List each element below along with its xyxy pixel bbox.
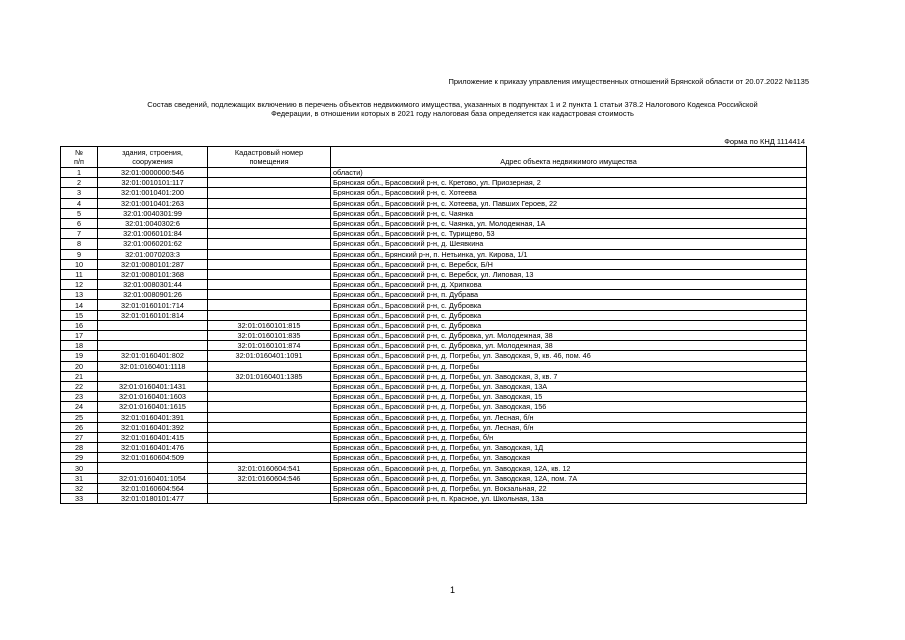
building-cadastral-cell: 32:01:0060201:62 (98, 239, 208, 249)
table-row (61, 463, 807, 473)
row-number-cell: 8 (61, 239, 98, 249)
document-intro (60, 100, 845, 118)
row-number-cell: 21 (61, 371, 98, 381)
document-header-title: Приложение к приказу управления имущественных отношений Брянской области от 20.07.2022 №1135 (448, 77, 809, 86)
room-cadastral-cell (208, 422, 331, 432)
table-row (61, 208, 807, 218)
building-cadastral-cell: 32:01:0080101:287 (98, 259, 208, 269)
address-cell: Брянская обл., Брасовский р-н, с. Хотеева (331, 188, 807, 198)
row-number-cell: 6 (61, 218, 98, 228)
row-number-cell: 22 (61, 381, 98, 391)
address-cell: Брянская обл., Брасовский р-н, д. Погребы, ул. Заводская, 13А (331, 381, 807, 391)
table-row (61, 361, 807, 371)
address-cell: Брянская обл., Брасовский р-н, д. Погребы, ул. Заводская, 1Д (331, 443, 807, 453)
building-cadastral-cell: 32:01:0160101:814 (98, 310, 208, 320)
room-cadastral-cell (208, 402, 331, 412)
address-cell: Брянская обл., Брасовский р-н, с. Дубровка (331, 320, 807, 330)
row-number-cell: 10 (61, 259, 98, 269)
row-number-cell: 7 (61, 229, 98, 239)
address-cell: Брянская обл., Брасовский р-н, д. Погребы, б/н (331, 432, 807, 442)
address-cell: Брянская обл., Брасовский р-н, д. Погребы, ул. Заводская, 12А, кв. 12 (331, 463, 807, 473)
row-number-cell: 9 (61, 249, 98, 259)
table-row (61, 402, 807, 412)
address-cell: Брянская обл., Брасовский р-н, д. Погребы, ул. Заводская, 3, кв. 7 (331, 371, 807, 381)
address-cell: Брянская обл., Брасовский р-н, д. Погребы, ул. Лесная, б/н (331, 412, 807, 422)
row-number-cell: 14 (61, 300, 98, 310)
room-cadastral-cell: 32:01:0160401:1091 (208, 351, 331, 361)
header-address: Адрес объекта недвижимого имущества (331, 147, 807, 168)
table-row (61, 483, 807, 493)
address-cell: Брянская обл., Брасовский р-н, с. Хотеева, ул. Павших Героев, 22 (331, 198, 807, 208)
address-cell: Брянская обл., Брасовский р-н, д. Погребы, ул. Заводская, 12А, пом. 7А (331, 473, 807, 483)
table-row (61, 280, 807, 290)
table-row (61, 494, 807, 504)
room-cadastral-cell (208, 188, 331, 198)
row-number-cell: 24 (61, 402, 98, 412)
room-cadastral-cell: 32:01:0160604:546 (208, 473, 331, 483)
row-number-cell: 16 (61, 320, 98, 330)
table-row (61, 392, 807, 402)
row-number-cell: 29 (61, 453, 98, 463)
building-cadastral-cell: 32:01:0160401:415 (98, 432, 208, 442)
address-cell: Брянская обл., Брасовский р-н, д. Погребы, ул. Заводская, 156 (331, 402, 807, 412)
row-number-cell: 3 (61, 188, 98, 198)
address-cell: области) (331, 168, 807, 178)
room-cadastral-cell (208, 239, 331, 249)
room-cadastral-cell: 32:01:0160101:874 (208, 341, 331, 351)
header-num-line-2: п/п (74, 157, 84, 166)
address-cell: Брянская обл., Брасовский р-н, с. Дубровка (331, 300, 807, 310)
table-row (61, 371, 807, 381)
room-cadastral-cell: 32:01:0160401:1385 (208, 371, 331, 381)
address-cell: Брянская обл., Брасовский р-н, п. Красное, ул. Школьная, 13а (331, 494, 807, 504)
table-row (61, 443, 807, 453)
row-number-cell: 20 (61, 361, 98, 371)
room-cadastral-cell (208, 249, 331, 259)
building-cadastral-cell: 32:01:0040301:99 (98, 208, 208, 218)
row-number-cell: 15 (61, 310, 98, 320)
address-cell: Брянская обл., Брасовский р-н, п. Дубрава (331, 290, 807, 300)
table-row (61, 422, 807, 432)
building-cadastral-cell: 32:01:0060101:84 (98, 229, 208, 239)
address-cell: Брянская обл., Брасовский р-н, д. Погребы (331, 361, 807, 371)
address-cell: Брянская обл., Брасовский р-н, д. Погребы, ул. Вокзальная, 22 (331, 483, 807, 493)
building-cadastral-cell: 32:01:0010401:200 (98, 188, 208, 198)
row-number-cell: 18 (61, 341, 98, 351)
room-cadastral-cell: 32:01:0160604:541 (208, 463, 331, 473)
table-row (61, 432, 807, 442)
table-row (61, 188, 807, 198)
table-row (61, 453, 807, 463)
room-cadastral-cell (208, 310, 331, 320)
room-cadastral-cell (208, 494, 331, 504)
address-cell: Брянская обл., Брасовский р-н, с. Кретово, ул. Приозерная, 2 (331, 178, 807, 188)
intro-line-2: Федерации, в отношении которых в 2021 году налоговая база определяется как кадастровая стоимость (271, 109, 634, 118)
address-cell: Брянская обл., Брянский р-н, п. Нетьинка, ул. Кирова, 1/1 (331, 249, 807, 259)
header-num (61, 147, 98, 168)
header-room (208, 147, 331, 168)
table-row (61, 239, 807, 249)
room-cadastral-cell (208, 280, 331, 290)
address-cell: Брянская обл., Брасовский р-н, с. Турищево, 53 (331, 229, 807, 239)
building-cadastral-cell: 32:01:0080101:368 (98, 269, 208, 279)
building-cadastral-cell: 32:01:0160604:564 (98, 483, 208, 493)
building-cadastral-cell: 32:01:0070203:3 (98, 249, 208, 259)
room-cadastral-cell (208, 300, 331, 310)
table-row (61, 341, 807, 351)
room-cadastral-cell (208, 361, 331, 371)
row-number-cell: 23 (61, 392, 98, 402)
room-cadastral-cell: 32:01:0160101:815 (208, 320, 331, 330)
table-row (61, 269, 807, 279)
row-number-cell: 19 (61, 351, 98, 361)
building-cadastral-cell (98, 463, 208, 473)
building-cadastral-cell: 32:01:0180101:477 (98, 494, 208, 504)
room-cadastral-cell (208, 198, 331, 208)
address-cell: Брянская обл., Брасовский р-н, д. Погребы, ул. Заводская (331, 453, 807, 463)
room-cadastral-cell (208, 208, 331, 218)
row-number-cell: 1 (61, 168, 98, 178)
row-number-cell: 26 (61, 422, 98, 432)
row-number-cell: 11 (61, 269, 98, 279)
room-cadastral-cell (208, 178, 331, 188)
row-number-cell: 13 (61, 290, 98, 300)
building-cadastral-cell (98, 371, 208, 381)
address-cell: Брянская обл., Брасовский р-н, с. Веребск, Б/Н (331, 259, 807, 269)
row-number-cell: 30 (61, 463, 98, 473)
address-cell: Брянская обл., Брасовский р-н, с. Дубровка, ул. Молодежная, 38 (331, 341, 807, 351)
address-cell: Брянская обл., Брасовский р-н, с. Веребск, ул. Липовая, 13 (331, 269, 807, 279)
row-number-cell: 28 (61, 443, 98, 453)
row-number-cell: 31 (61, 473, 98, 483)
room-cadastral-cell (208, 483, 331, 493)
room-cadastral-cell (208, 218, 331, 228)
table-header-row (61, 147, 807, 168)
table-row (61, 229, 807, 239)
table-row (61, 198, 807, 208)
row-number-cell: 2 (61, 178, 98, 188)
header-building-line-2: сооружения (132, 157, 173, 166)
header-building (98, 147, 208, 168)
row-number-cell: 25 (61, 412, 98, 422)
table-row (61, 412, 807, 422)
room-cadastral-cell (208, 290, 331, 300)
address-cell: Брянская обл., Брасовский р-н, д. Хрипкова (331, 280, 807, 290)
table-row (61, 473, 807, 483)
room-cadastral-cell (208, 443, 331, 453)
table-row (61, 168, 807, 178)
header-building-line-1: здания, строения, (122, 148, 183, 157)
room-cadastral-cell (208, 229, 331, 239)
building-cadastral-cell: 32:01:0160401:392 (98, 422, 208, 432)
building-cadastral-cell: 32:01:0160401:1118 (98, 361, 208, 371)
building-cadastral-cell: 32:01:0160401:1615 (98, 402, 208, 412)
table-row (61, 300, 807, 310)
table-row (61, 381, 807, 391)
room-cadastral-cell (208, 392, 331, 402)
row-number-cell: 4 (61, 198, 98, 208)
header-room-line-2: помещения (249, 157, 289, 166)
building-cadastral-cell: 32:01:0160101:714 (98, 300, 208, 310)
table-body (61, 168, 807, 504)
property-register-table (60, 146, 807, 504)
room-cadastral-cell: 32:01:0160101:835 (208, 331, 331, 341)
row-number-cell: 5 (61, 208, 98, 218)
address-cell: Брянская обл., Брасовский р-н, д. Шеявкина (331, 239, 807, 249)
table-row (61, 351, 807, 361)
table-row (61, 178, 807, 188)
address-cell: Брянская обл., Брасовский р-н, с. Дубровка (331, 310, 807, 320)
table-row (61, 320, 807, 330)
building-cadastral-cell: 32:01:0040302:6 (98, 218, 208, 228)
table-row (61, 290, 807, 300)
row-number-cell: 27 (61, 432, 98, 442)
room-cadastral-cell (208, 259, 331, 269)
table-row (61, 218, 807, 228)
room-cadastral-cell (208, 269, 331, 279)
building-cadastral-cell: 32:01:0160401:391 (98, 412, 208, 422)
row-number-cell: 32 (61, 483, 98, 493)
room-cadastral-cell (208, 432, 331, 442)
room-cadastral-cell (208, 453, 331, 463)
table-row (61, 259, 807, 269)
table-row (61, 331, 807, 341)
page-number: 1 (449, 585, 455, 595)
building-cadastral-cell (98, 320, 208, 330)
building-cadastral-cell (98, 331, 208, 341)
building-cadastral-cell: 32:01:0080301:44 (98, 280, 208, 290)
room-cadastral-cell (208, 381, 331, 391)
form-code-label: Форма по КНД 1114414 (724, 137, 805, 146)
building-cadastral-cell: 32:01:0160401:476 (98, 443, 208, 453)
address-cell: Брянская обл., Брасовский р-н, с. Чаянка, ул. Молодежная, 1А (331, 218, 807, 228)
building-cadastral-cell (98, 341, 208, 351)
address-cell: Брянская обл., Брасовский р-н, с. Чаянка (331, 208, 807, 218)
building-cadastral-cell: 32:01:0160401:802 (98, 351, 208, 361)
room-cadastral-cell (208, 168, 331, 178)
building-cadastral-cell: 32:01:0010101:117 (98, 178, 208, 188)
building-cadastral-cell: 32:01:0160604:509 (98, 453, 208, 463)
intro-line-1: Состав сведений, подлежащих включению в перечень объектов недвижимого имущества, указанных в подпунктах 1 и 2 пункта 1 статьи 378.2 Налогового Кодекса Российской (147, 100, 758, 109)
header-num-line-1: № (75, 148, 83, 157)
building-cadastral-cell: 32:01:0160401:1603 (98, 392, 208, 402)
row-number-cell: 17 (61, 331, 98, 341)
building-cadastral-cell: 32:01:0160401:1431 (98, 381, 208, 391)
header-room-line-1: Кадастровый номер (234, 148, 304, 157)
address-cell: Брянская обл., Брасовский р-н, д. Погребы, ул. Заводская, 9, кв. 46, пом. 46 (331, 351, 807, 361)
row-number-cell: 33 (61, 494, 98, 504)
table-row (61, 310, 807, 320)
table-row (61, 249, 807, 259)
building-cadastral-cell: 32:01:0080901:26 (98, 290, 208, 300)
address-cell: Брянская обл., Брасовский р-н, с. Дубровка, ул. Молодежная, 38 (331, 331, 807, 341)
building-cadastral-cell: 32:01:0010401:263 (98, 198, 208, 208)
building-cadastral-cell: 32:01:0160401:1054 (98, 473, 208, 483)
address-cell: Брянская обл., Брасовский р-н, д. Погребы, ул. Заводская, 15 (331, 392, 807, 402)
row-number-cell: 12 (61, 280, 98, 290)
address-cell: Брянская обл., Брасовский р-н, д. Погребы, ул. Лесная, б/н (331, 422, 807, 432)
building-cadastral-cell: 32:01:0000000:546 (98, 168, 208, 178)
room-cadastral-cell (208, 412, 331, 422)
